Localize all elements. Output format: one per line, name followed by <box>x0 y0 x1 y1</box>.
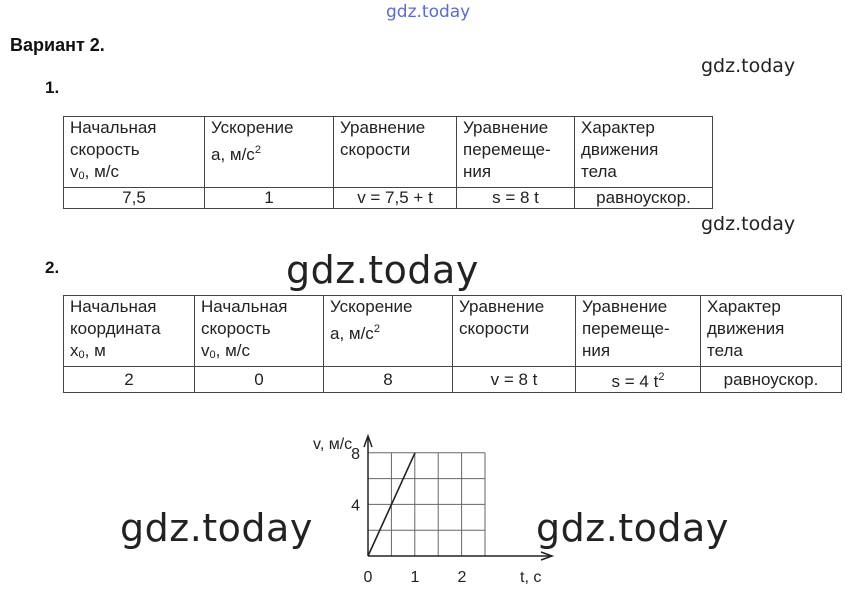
task2-header-motion-type: Характер движения тела <box>701 296 842 367</box>
task1-value-acceleration: 1 <box>205 188 334 209</box>
watermark-small-2: gdz.today <box>701 213 796 235</box>
task1-value-motion-type: равноускор. <box>575 188 713 209</box>
y-axis-label: v, м/с <box>313 436 353 453</box>
watermark-large-left: gdz.today <box>120 506 313 550</box>
x-tick-label: 2 <box>457 569 467 586</box>
x-tick-label: 0 <box>363 569 373 586</box>
x-axis-label: t, с <box>520 569 542 586</box>
watermark-small-1: gdz.today <box>701 55 796 77</box>
watermark-top: gdz.today <box>386 2 471 22</box>
variant-title: Вариант 2. <box>10 35 105 55</box>
task2-value-initial-velocity: 0 <box>195 367 324 393</box>
chart-grid <box>368 453 485 556</box>
task2-value-motion-type: равноускор. <box>701 367 842 393</box>
chart-axes <box>364 436 552 560</box>
task1-header-displacement-equation: Уравнение перемеще- ния <box>457 117 575 188</box>
task2-header-acceleration: Ускорение a, $м/с^2$ <box>324 296 453 367</box>
y-tick-label: 4 <box>351 497 360 515</box>
task1-header-velocity-equation: Уравнение скорости <box>334 117 457 188</box>
task2-header-displacement-equation: Уравнение перемеще- ния <box>576 296 701 367</box>
task2-value-velocity-equation: v = 8 t <box>453 367 576 393</box>
task1-header-initial-velocity: Начальная скорость v0, м/с <box>64 117 205 188</box>
task1-header-motion-type: Характер движения тела <box>575 117 713 188</box>
task2-value-initial-coordinate: 2 <box>64 367 195 393</box>
task1-header-acceleration: Ускорение a, $м/с^2$ <box>205 117 334 188</box>
y-tick-label: 8 <box>351 445 360 463</box>
task2-number: 2. <box>45 258 60 277</box>
task1-number: 1. <box>45 78 60 97</box>
task1-value-displacement-equation: s = 8 t <box>457 188 575 209</box>
chart-labels <box>313 436 541 586</box>
task1-value-initial-velocity: 7,5 <box>64 188 205 209</box>
task2-value-displacement-equation: s = 4 $t^2$ <box>576 367 701 393</box>
task2-header-velocity-equation: Уравнение скорости <box>453 296 576 367</box>
task2-header-initial-coordinate: Начальная координата x0, м <box>64 296 195 367</box>
task2-value-acceleration: 8 <box>324 367 453 393</box>
task2-header-initial-velocity: Начальная скорость v0, м/с <box>195 296 324 367</box>
task1-value-velocity-equation: v = 7,5 + t <box>334 188 457 209</box>
x-tick-label: 1 <box>410 569 420 586</box>
watermark-large-center: gdz.today <box>286 248 479 292</box>
watermark-large-right: gdz.today <box>536 506 729 550</box>
